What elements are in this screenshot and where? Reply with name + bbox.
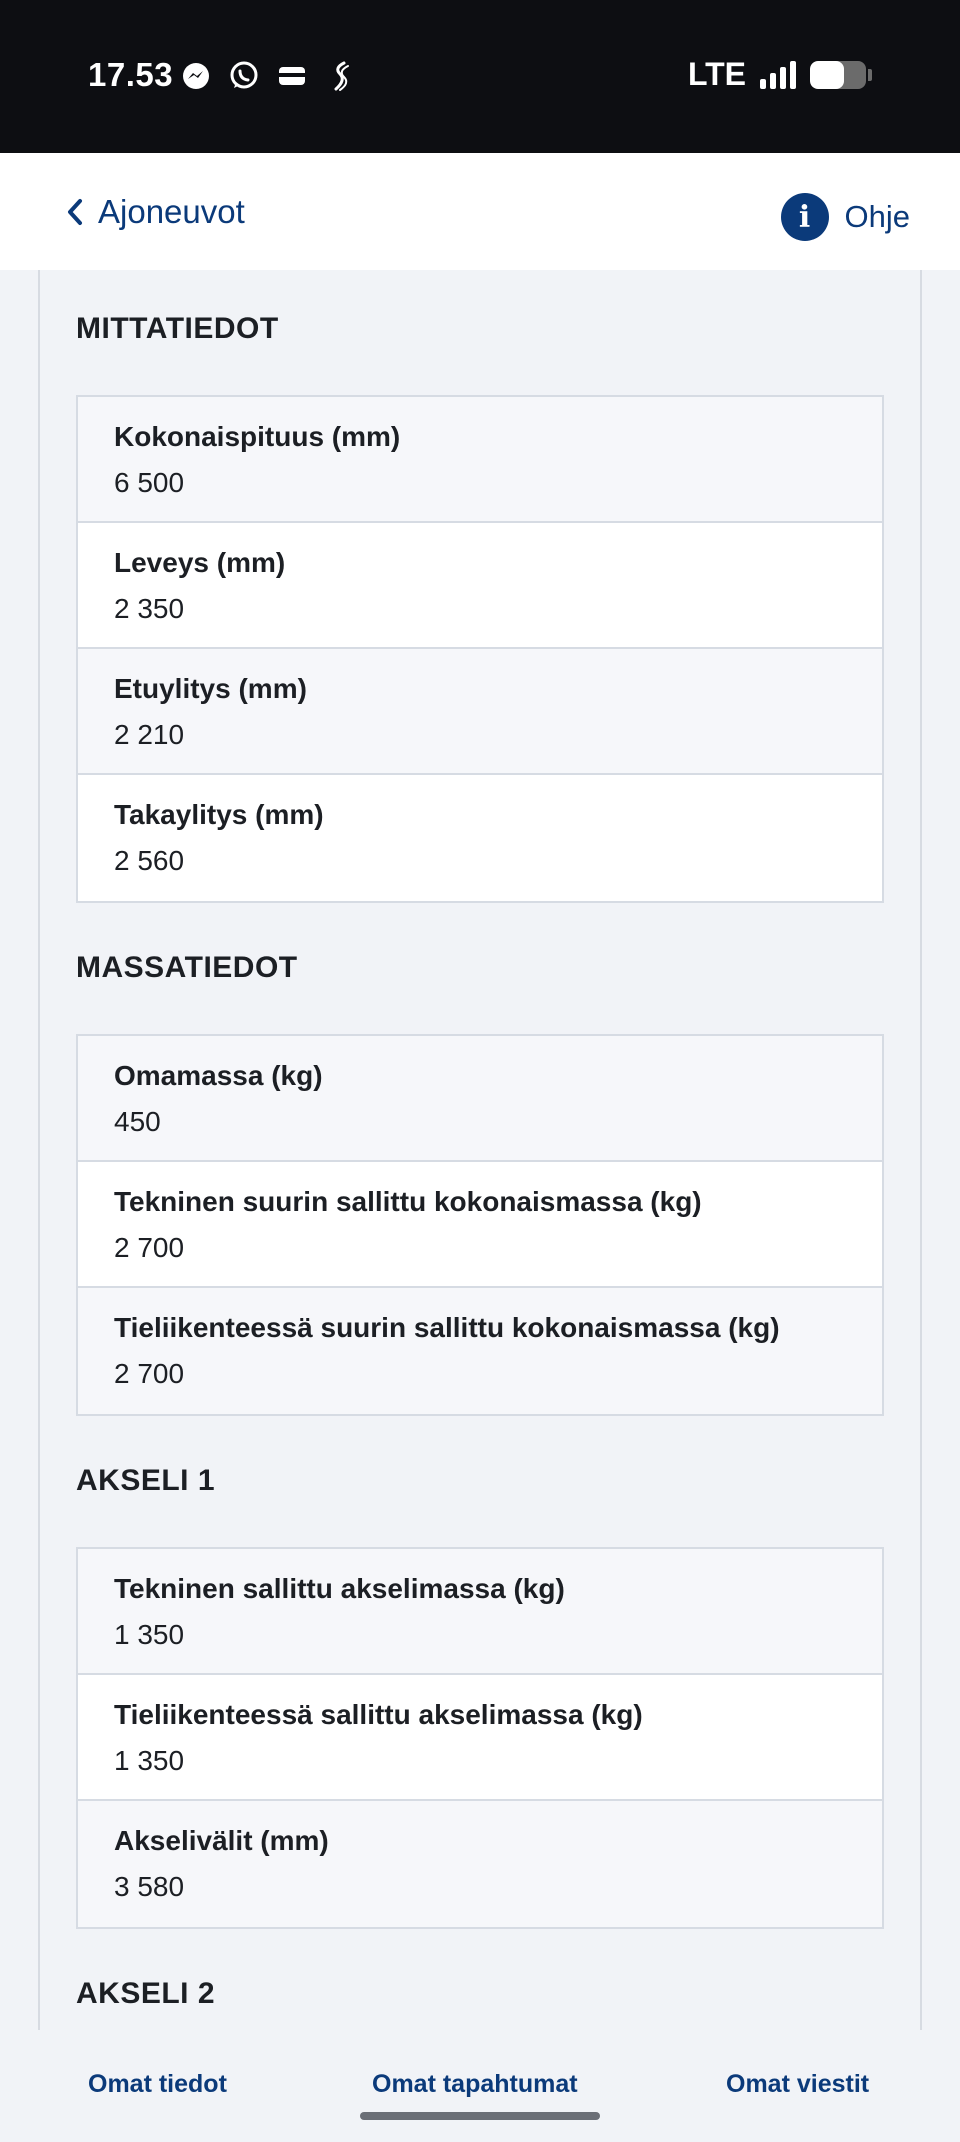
card-mittatiedot [76,395,884,903]
row-value: 2 350 [114,593,185,624]
info-row [78,397,882,523]
section-title-akseli-1: AKSELI 1 [76,1464,216,1497]
info-row [78,1288,882,1414]
row-label: Tekninen suurin sallittu kokonaismassa (kg) [114,1186,702,1217]
status-right [688,56,872,93]
row-value: 2 210 [114,719,185,750]
section-title-massatiedot: MASSATIEDOT [76,951,298,984]
signal-icon [760,61,796,89]
info-row [78,1801,882,1927]
messenger-icon [180,60,212,92]
row-label: Tekninen sallittu akselimassa (kg) [114,1573,565,1604]
info-icon: i [781,193,829,241]
whatsapp-icon [228,60,260,92]
nav-omat-viestit[interactable]: Omat viestit [726,2070,870,2098]
row-label: Kokonaispituus (mm) [114,421,401,452]
battery-icon [810,61,866,89]
info-row [78,649,882,775]
chevron-left-icon [64,197,86,227]
info-row [78,1675,882,1801]
card-akseli-1 [76,1547,884,1929]
row-value: 450 [114,1106,161,1137]
info-row [78,523,882,649]
wallet-icon [276,60,308,92]
status-bar [0,0,960,153]
row-value: 1 350 [114,1745,185,1776]
row-value: 2 700 [114,1358,185,1389]
network-type: LTE [687,56,746,92]
nav-omat-tapahtumat[interactable]: Omat tapahtumat [372,2070,578,2098]
info-row [78,775,882,901]
row-label: Tieliikenteessä suurin sallittu kokonaismassa (kg) [114,1312,780,1343]
help-button[interactable] [781,193,910,241]
battery-tip [868,69,872,81]
row-value: 1 350 [114,1619,185,1650]
row-label: Akselivälit (mm) [114,1825,329,1856]
back-label: Ajoneuvot [98,193,245,230]
section-title-akseli-2: AKSELI 2 [76,1977,216,2010]
row-label: Omamassa (kg) [114,1060,323,1091]
row-value: 2 560 [114,845,185,876]
section-title-mittatiedot: MITTATIEDOT [76,312,279,345]
row-label: Takaylitys (mm) [114,799,324,830]
info-row [78,1162,882,1288]
row-value: 2 700 [114,1232,185,1263]
notification-icons [180,60,356,92]
info-row [78,1549,882,1675]
home-indicator[interactable] [360,2112,600,2120]
info-row [78,1036,882,1162]
back-button[interactable] [64,193,245,231]
row-label: Etuylitys (mm) [114,673,307,704]
row-value: 3 580 [114,1871,185,1902]
app-header [0,153,960,270]
help-label: Ohje [844,199,910,234]
s-app-icon [324,60,356,92]
row-label: Tieliikenteessä sallittu akselimassa (kg) [114,1699,643,1730]
bottom-nav [0,2030,960,2142]
row-label: Leveys (mm) [114,547,286,578]
nav-omat-tiedot[interactable]: Omat tiedot [88,2070,227,2098]
status-time: 17.53 [88,56,174,93]
card-massatiedot [76,1034,884,1416]
row-value: 6 500 [114,467,185,498]
